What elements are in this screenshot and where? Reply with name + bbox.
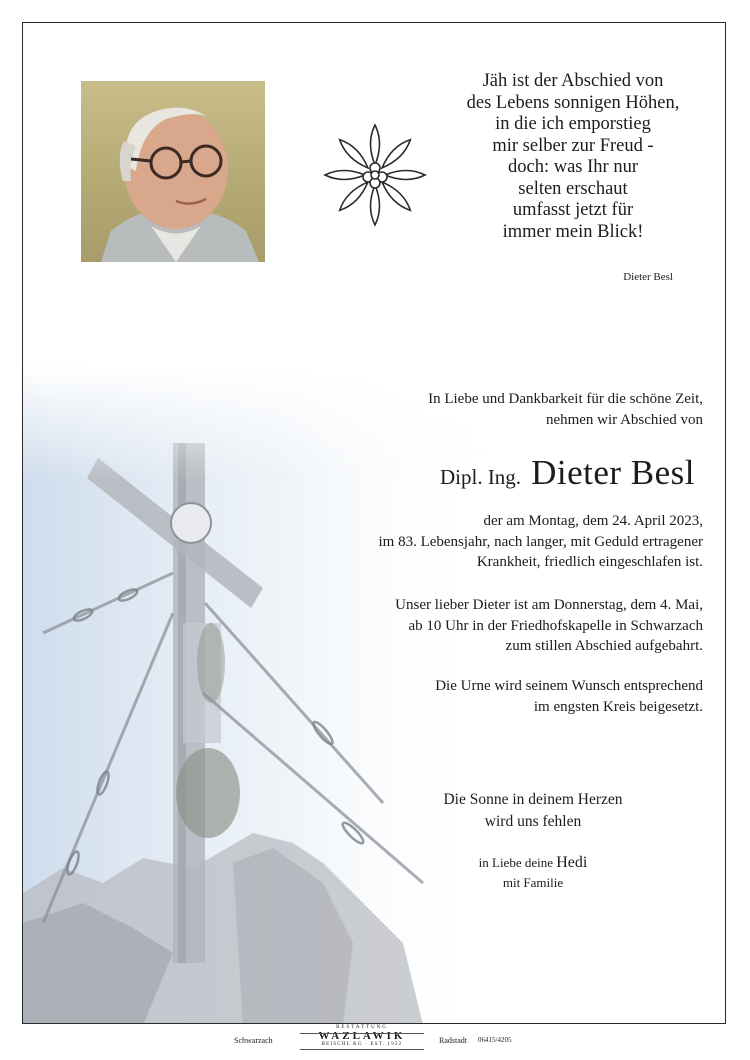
paragraph-line: im 83. Lebensjahr, nach langer, mit Geduld ertragener (378, 533, 703, 550)
poem-line: doch: was Ihr nur (508, 157, 638, 177)
footer-location-right: Radstadt (439, 1036, 467, 1045)
death-notice-paragraph (378, 511, 703, 573)
paragraph-line: Unser lieber Dieter ist am Donnerstag, dem 4. Mai, (395, 597, 703, 613)
footer-location-left: Schwarzach (234, 1036, 273, 1045)
intro-text (428, 389, 703, 431)
family-suffix: mit Familie (502, 875, 564, 890)
brand-divider (300, 1033, 424, 1034)
deceased-full-name: Dieter Besl (531, 453, 695, 492)
poem-line: umfasst jetzt für (512, 200, 634, 220)
poem-line: mir selber zur Freud - (492, 135, 654, 156)
intro-line: nehmen wir Abschied von (545, 412, 703, 428)
paragraph-line: ab 10 Uhr in der Friedhofskapelle in Schwarzach (408, 617, 703, 634)
footer-phone: 06415/4205 (478, 1036, 512, 1044)
poem (443, 71, 703, 243)
deceased-name (440, 453, 695, 493)
paragraph-line: zum stillen Abschied aufgebahrt. (505, 638, 703, 654)
poem-line: selten erschaut (518, 178, 628, 199)
poem-author: Dieter Besl (623, 271, 673, 283)
burial-paragraph (435, 676, 703, 717)
brand-divider (300, 1049, 424, 1050)
portrait-photo (81, 81, 265, 262)
family-signature (453, 853, 613, 893)
poem-line: des Lebens sonnigen Höhen, (466, 92, 680, 113)
brand-name: WAZLAWIK (318, 1030, 406, 1042)
paragraph-line: Die Urne wird seinem Wunsch entsprechend (435, 678, 703, 694)
obituary-frame (22, 22, 726, 1024)
brand-bottom: BEISCHL KG · EST. 1922 (321, 1042, 403, 1047)
paragraph-line: Krankheit, friedlich eingeschlafen ist. (476, 554, 703, 570)
closing-line: Die Sonne in deinem Herzen (443, 791, 623, 808)
paragraph-line: der am Montag, dem 24. April 2023, (483, 513, 703, 529)
brand-top: BESTATTUNG (336, 1025, 388, 1030)
family-prefix: in Liebe deine (478, 855, 553, 870)
closing-line: wird uns fehlen (484, 813, 582, 830)
intro-line: In Liebe und Dankbarkeit für die schöne Zeit, (428, 391, 703, 407)
viewing-paragraph (395, 595, 703, 657)
footer (0, 1024, 750, 1060)
poem-line: immer mein Blick! (502, 221, 644, 242)
family-name: Hedi (556, 854, 588, 871)
family-line-1 (453, 853, 613, 873)
poem-line: in die ich emporstieg (495, 114, 651, 134)
poem-line: Jäh ist der Abschied von (482, 71, 664, 91)
funeral-home-logo (300, 1025, 424, 1047)
edelweiss-icon (323, 123, 427, 227)
summit-cross-image (23, 363, 493, 1024)
closing-verse (423, 789, 643, 833)
deceased-title: Dipl. Ing. (439, 465, 522, 489)
paragraph-line: im engsten Kreis beigesetzt. (533, 698, 703, 715)
